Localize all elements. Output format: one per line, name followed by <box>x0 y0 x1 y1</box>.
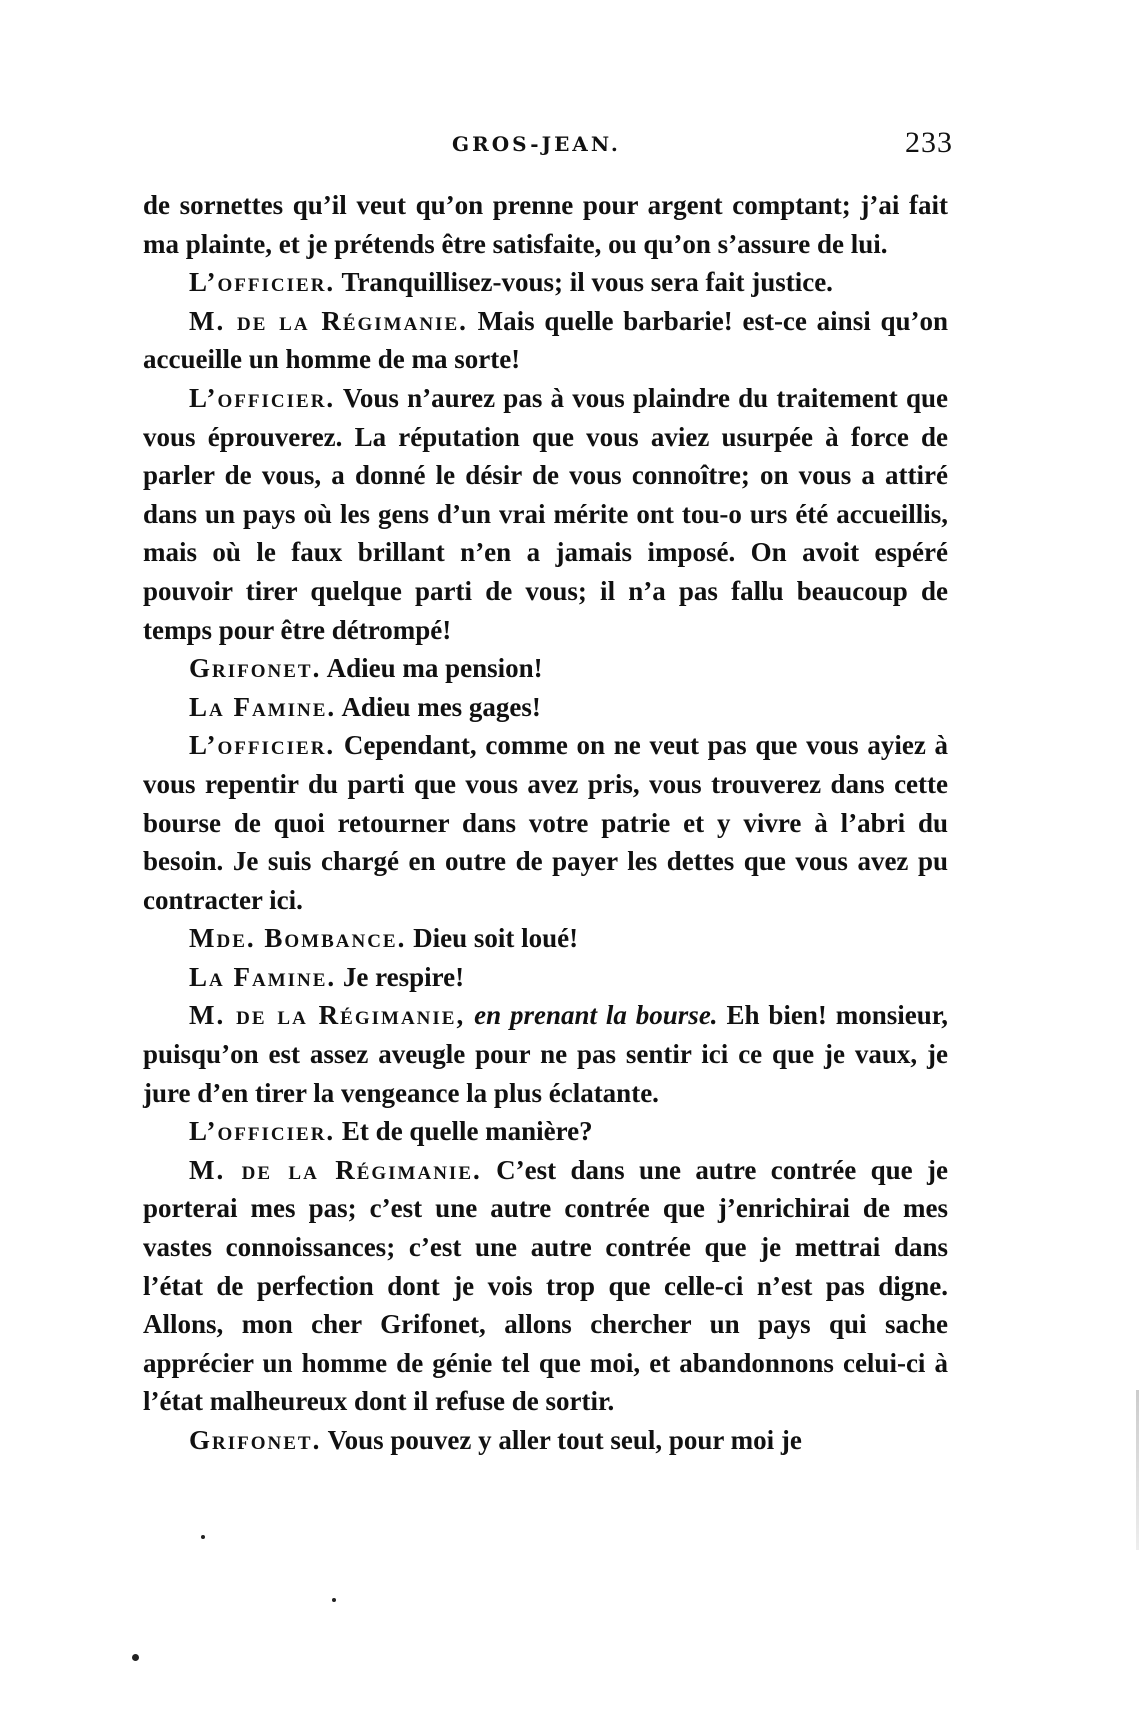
paragraph-10 <box>143 1112 948 1151</box>
speaker-name: L’officier. <box>189 267 336 298</box>
paragraph-text: Je respire! <box>342 961 465 992</box>
paragraph-4 <box>143 649 948 688</box>
page-number: 233 <box>905 126 953 159</box>
paragraph-9 <box>143 996 948 1112</box>
page-edge-shadow <box>1136 1390 1139 1550</box>
paragraph-text: Tranquillisez-vous; il vous sera fait justice. <box>341 267 833 298</box>
paragraph-text: Dieu soit loué! <box>413 923 579 954</box>
paragraph-text: C’est dans une autre contrée que je porterai mes pas; c’est une autre contrée que j’enrichirai de mes vastes connoissances; c’est une autre contrée que je mettrai dans l’état de perfection dont je vois trop que celle-ci n’est pas digne. Allons, mon cher Grifonet, allons chercher un pays qui sache apprécier un homme de génie tel que moi, et abandonnons celui-ci à l’état malheureux dont il refuse de sortir. <box>143 1154 949 1417</box>
speaker-name: L’officier. <box>189 1116 336 1147</box>
speaker-name: M. de la Régimanie, <box>189 1000 466 1031</box>
paragraph-8 <box>143 958 948 997</box>
paragraph-2 <box>143 302 948 379</box>
paragraph-text: Adieu ma pension! <box>326 653 543 684</box>
paragraph-11 <box>143 1151 948 1421</box>
paragraph-5 <box>143 688 948 727</box>
speaker-name: L’officier. <box>189 382 336 413</box>
speaker-name: L’officier. <box>189 730 336 761</box>
paragraph-text: Vous n’aurez pas à vous plaindre du traitement que vous éprouverez. La réputation que vous aviez usurpée à force de parler de vous, a donné le désir de vous connoître; on vous a attiré dans un pays où les gens d’un vrai mérite ont tou-o urs été accueillis, mais où le faux brillant n’en a jamais imposé. On avoit espéré pouvoir tirer quelque parti de vous; il n’a pas fallu beaucoup de temps pour être détrompé! <box>143 382 949 645</box>
paragraph-text: de sornettes qu’il veut qu’on prenne pour argent comptant; j’ai fait ma plainte, et je prétends être satisfaite, ou qu’on s’assure de lui. <box>143 190 948 259</box>
text-body <box>143 186 948 1460</box>
paragraph-text: Vous pouvez y aller tout seul, pour moi je <box>327 1425 802 1455</box>
speaker-name: Mde. Bombance. <box>189 923 407 954</box>
paragraph-text: Mais quelle barbarie! est-ce ainsi qu’on accueille un homme de ma sorte! <box>143 305 949 375</box>
paragraph-text: Adieu mes gages! <box>341 691 541 722</box>
paragraph-0 <box>143 186 948 263</box>
paragraph-text: Et de quelle manière? <box>341 1116 593 1147</box>
speaker-name: Grifonet. <box>189 653 322 684</box>
speaker-name: La Famine. <box>189 961 337 992</box>
paragraph-text: Eh bien! monsieur, puisqu’on est assez aveugle pour ne pas sentir ici ce que je vaux, je jure d’en tirer la vengeance la plus éclatante. <box>143 1000 949 1108</box>
ink-speck <box>132 1654 139 1661</box>
paragraph-7 <box>143 919 948 958</box>
paragraph-text: Cependant, comme on ne veut pas que vous ayiez à vous repentir du parti que vous avez pris, vous trouverez dans cette bourse de quoi retourner dans votre patrie et y vivre à l’abri du besoin. Je suis chargé en outre de payer les dettes que vous avez pu contracter ici. <box>143 730 949 915</box>
paragraph-3 <box>143 379 948 649</box>
ink-speck <box>332 1598 336 1602</box>
speaker-name: Grifonet. <box>189 1425 322 1455</box>
ink-speck <box>201 1535 205 1539</box>
stage-direction: en prenant la bourse. <box>474 1000 718 1031</box>
speaker-name: M. de la Régimanie. <box>189 1154 482 1185</box>
paragraph-6 <box>143 726 948 919</box>
paragraph-1 <box>143 263 948 302</box>
speaker-name: M. de la Régimanie. <box>189 305 468 336</box>
paragraph-12 <box>143 1421 948 1460</box>
running-head: GROS-JEAN. <box>452 132 621 156</box>
speaker-name: La Famine. <box>189 691 337 722</box>
